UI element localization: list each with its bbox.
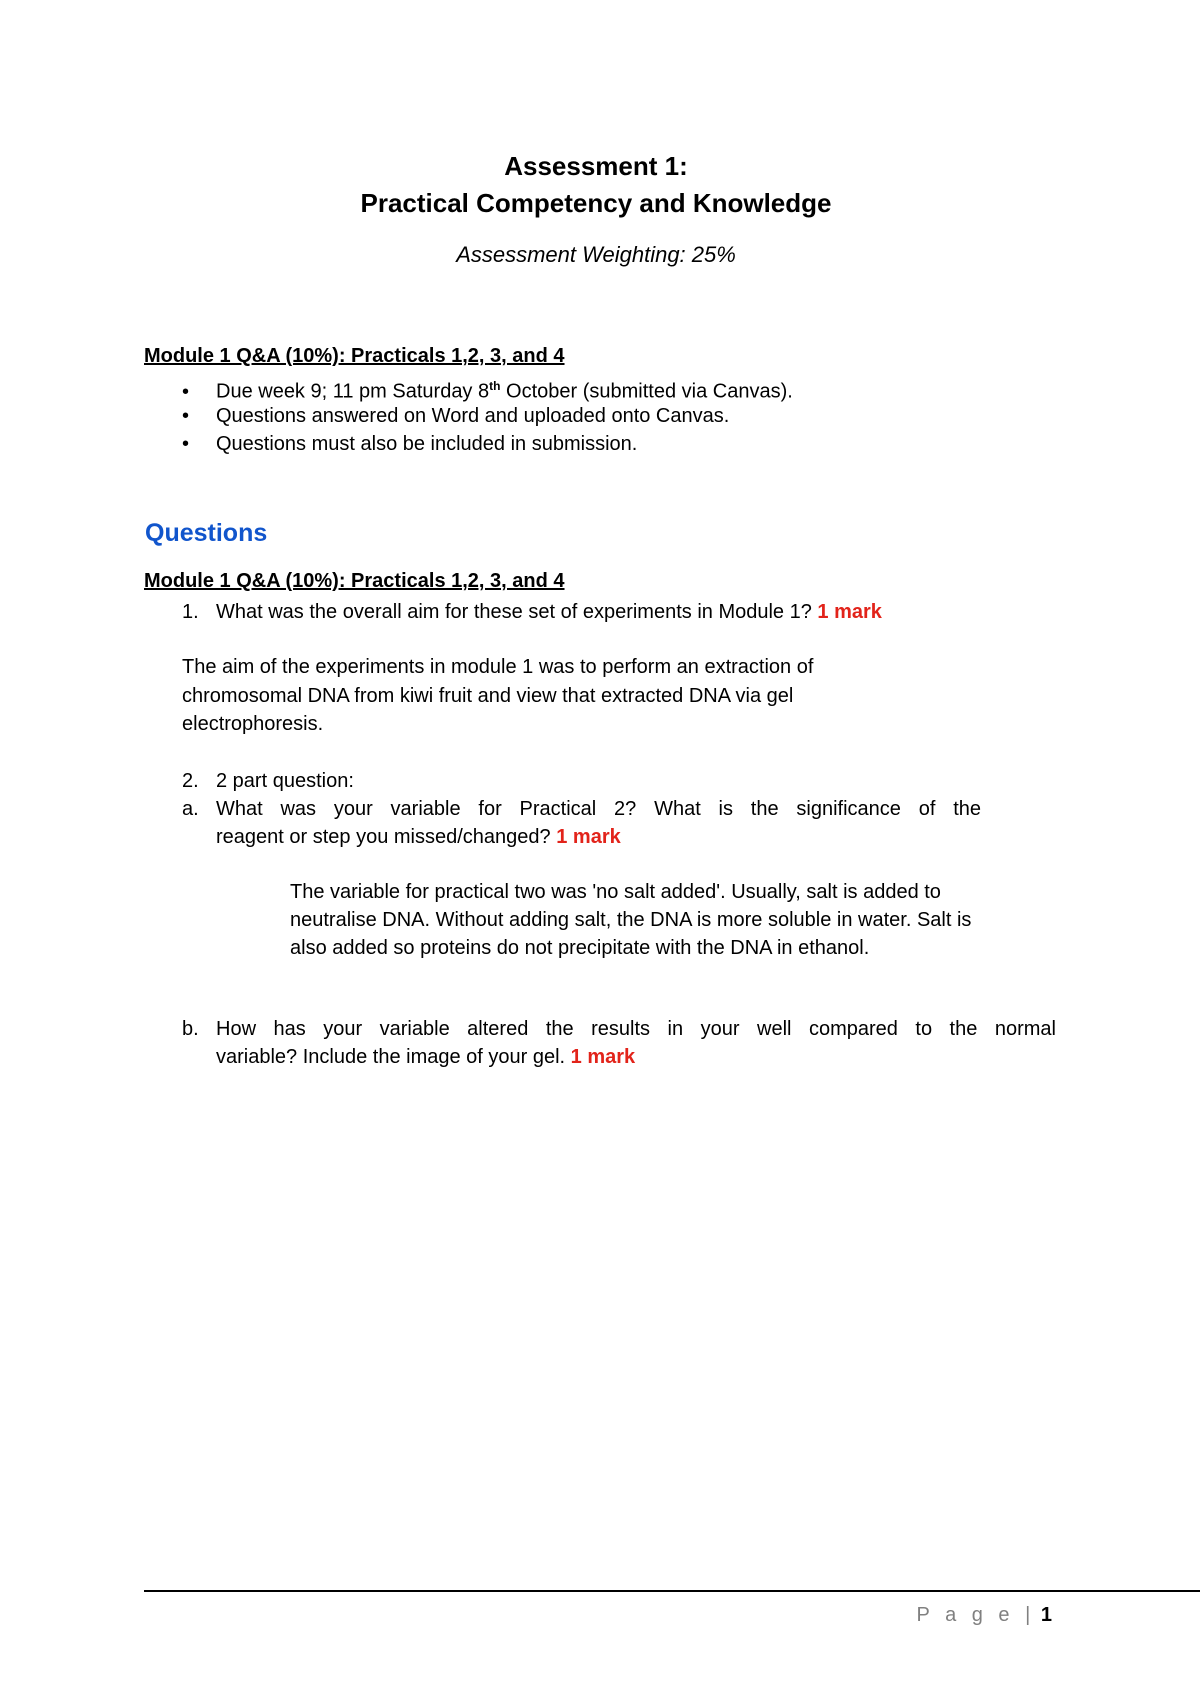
answer-line: neutralise DNA. Without adding salt, the DNA is more soluble in water. Salt is: [290, 909, 972, 931]
bullet-item: [182, 432, 637, 456]
footer-rule: [144, 1590, 1200, 1592]
page-footer: [917, 1603, 1052, 1627]
question-number: 2.: [182, 770, 199, 792]
answer-line: chromosomal DNA from kiwi fruit and view that extracted DNA via gel: [182, 685, 794, 707]
bullet-text-post: October (submitted via Canvas).: [500, 380, 793, 403]
bullet-dot: •: [182, 433, 190, 455]
bullet-dot: •: [182, 405, 190, 427]
bullet-dot: •: [182, 380, 190, 403]
subquestion-letter: a.: [182, 798, 199, 820]
subquestion-text-line-2: variable? Include the image of your gel.: [216, 1046, 566, 1068]
answer-line: also added so proteins do not precipitate with the DNA in ethanol.: [290, 937, 870, 959]
document-title-line-1: Assessment 1:: [504, 151, 688, 181]
bullet-item: [182, 404, 729, 428]
question-2: [182, 769, 354, 793]
bullet-text: Questions must also be included in submission.: [216, 433, 638, 455]
question-text: What was the overall aim for these set of experiments in Module 1?: [216, 601, 812, 623]
questions-heading: Questions: [145, 519, 268, 547]
mark-label: 1 mark: [570, 1046, 636, 1068]
bullet-text: Questions answered on Word and uploaded onto Canvas.: [216, 405, 730, 427]
answer-line: The aim of the experiments in module 1 was to perform an extraction of: [182, 656, 814, 678]
subquestion-letter: b.: [182, 1018, 199, 1040]
bullet-item: [182, 374, 793, 404]
module-heading: Module 1 Q&A (10%): Practicals 1,2, 3, and 4: [144, 345, 565, 367]
bullet-superscript: th: [489, 379, 501, 393]
bullet-text: Due week 9; 11 pm Saturday 8: [216, 380, 490, 403]
page-number: 1: [1040, 1604, 1052, 1626]
subquestion-text-line-1: How has your variable altered the results in your well compared to the normal: [216, 1018, 1056, 1040]
question-number: 1.: [182, 601, 199, 623]
mark-label: 1 mark: [817, 601, 882, 623]
document-title-line-2: Practical Competency and Knowledge: [360, 188, 832, 218]
answer-line: electrophoresis.: [182, 713, 324, 735]
assessment-weighting: Assessment Weighting: 25%: [456, 242, 736, 267]
question-text: 2 part question:: [216, 770, 354, 792]
question-2a: [182, 797, 981, 821]
question-2a-line-2: [216, 825, 621, 849]
subquestion-text-line-1: What was your variable for Practical 2? What is the significance of the: [216, 798, 981, 820]
question-2b: [182, 1017, 1056, 1041]
answer-line: The variable for practical two was 'no salt added'. Usually, salt is added to: [290, 881, 941, 903]
page-label: P a g e |: [916, 1604, 1036, 1626]
subquestion-text-line-2: reagent or step you missed/changed?: [216, 826, 551, 848]
question-1: [182, 600, 882, 624]
questions-module-heading: Module 1 Q&A (10%): Practicals 1,2, 3, and 4: [144, 570, 565, 592]
mark-label: 1 mark: [556, 826, 621, 848]
question-2b-line-2: [216, 1045, 635, 1069]
